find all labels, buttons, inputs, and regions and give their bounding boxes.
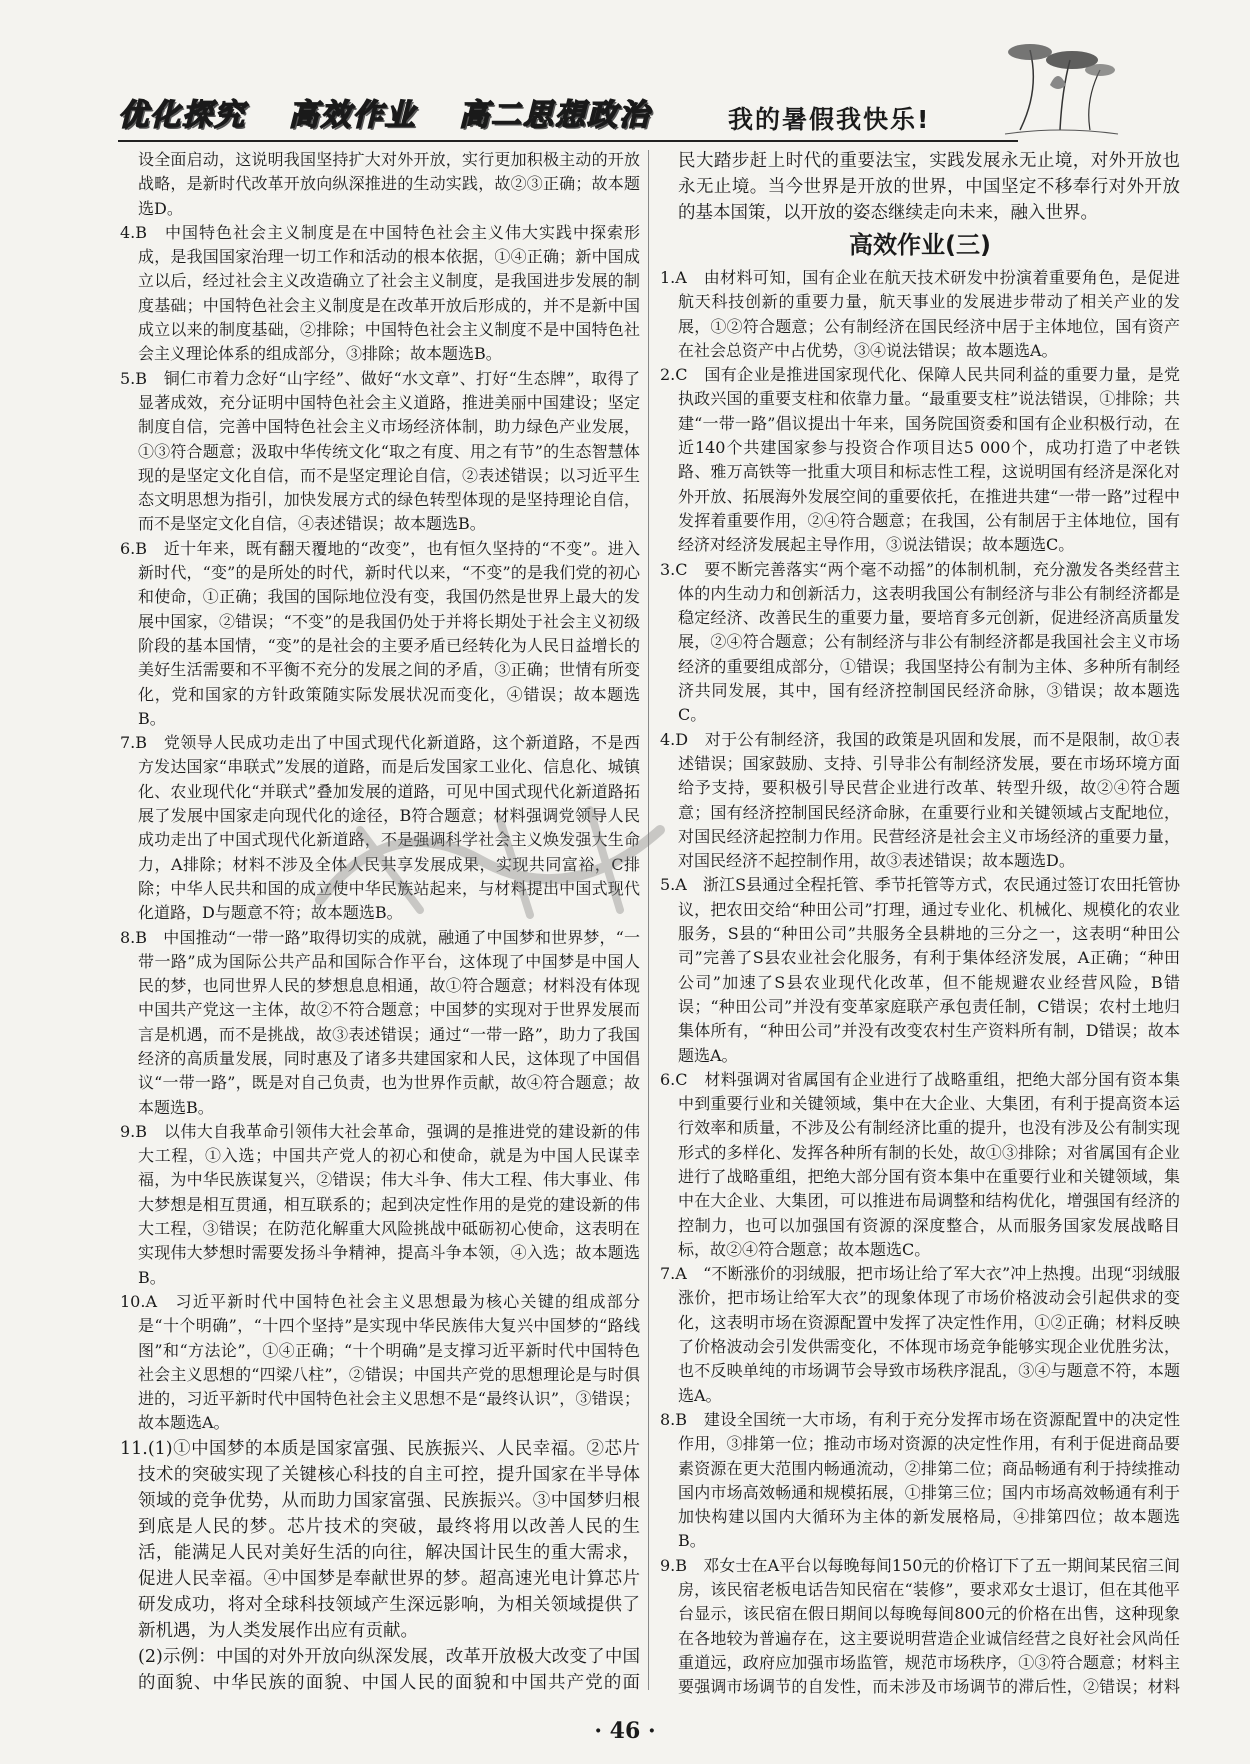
page-header — [118, 86, 1148, 134]
header-slogan: 我的暑假我快乐! — [728, 105, 931, 134]
answer-item: 5.A 浙江S县通过全程托管、季节托管等方式，农民通过签订农田托管协议，把农田交给“种田公司”打理，通过专业化、机械化、规模化的农业服务，S县的“种田公司”共服务全县耕地的三分之一，这表明“种田公司”完善了S县农业社会化服务，有利于集体经济发展，A正确；“种田公司”加速了S县农业现代化改革，但不能规避农业经营风险，B错误；“种田公司”并没有变革家庭联产承包责任制，C错误；农村土地归集体所有，“种田公司”并没有改变农村生产资料所有制，D错误；故本题选A。 — [660, 875, 1180, 1065]
answer-item: 1.A 由材料可知，国有企业在航天技术研发中扮演着重要角色，是促进航天科技创新的重要力量，航天事业的发展进步带动了相关产业的发展，①②符合题意；公有制经济在国民经济中居于主体地位，国有资产在社会总资产中占优势，③④说法错误；故本题选A。 — [660, 268, 1180, 360]
answer-item: 8.B 建设全国统一大市场，有利于充分发挥市场在资源配置中的决定性作用，③排第一位；推动市场对资源的决定性作用，有利于促进商品要素资源在更大范围内畅通流动，②排第二位；商品畅通有利于持续推动国内市场高效畅通和规模拓展，①排第三位；国内市场高效畅通有利于加快构建以国内大循环为主体的新发展格局，④排第四位；故本题选B。 — [660, 1409, 1180, 1551]
answer-item: 7.A “不断涨价的羽绒服，把市场让给了军大衣”冲上热搜。出现“羽绒服涨价，把市场让给军大衣”的现象体现了市场价格波动会引起供求的变化，这表明市场在资源配置中发挥了决定性作用，①②正确；材料反映了价格波动会引发供需变化，不体现市场竞争能够实现企业优胜劣汰，也不反映单纯的市场调节会导致市场秩序混乱，③④与题意不符，本题选A。 — [660, 1264, 1180, 1405]
right-continuation: 民大踏步赶上时代的重要法宝，实践发展永无止境，对外开放也永无止境。当今世界是开放的世界，中国坚定不移奉行对外开放的基本国策，以开放的姿态继续走向未来，融入世界。 — [678, 151, 1180, 223]
page-number: · 46 · — [594, 1718, 656, 1744]
header-title-3: 高二思想政治 — [458, 98, 651, 133]
section-title: 高效作业(三) — [849, 231, 991, 259]
answer-item-11 — [120, 1436, 640, 1698]
header-divider — [118, 140, 1018, 142]
answer-item: 6.B 近十年来，既有翻天覆地的“改变”，也有恒久坚持的“不变”。进入新时代，“变”的是所处的时代，新时代以来，“不变”的是我们党的初心和使命，①正确；我国的国际地位没有变，我国仍然是世界上最大的发展中国家，②错误；“不变”的是我国仍处于并将长期处于社会主义初级阶段的基本国情，“变”的是社会的主要矛盾已经转化为人民日益增长的美好生活需要和不平衡不充分的发展之间的矛盾，③正确；世情有所变化，党和国家的方针政策随实际发展状况而变化，④错误；故本题选B。 — [120, 538, 640, 728]
answer-item: 10.A 习近平新时代中国特色社会主义思想最为核心关键的组成部分是“十个明确”，“十四个坚持”是实现中华民族伟大复兴中国梦的“路线图”和“方法论”，①④正确；“十个明确”是支撑习近平新时代中国特色社会主义思想的“四梁八柱”，②错误；中国共产党的思想理论是与时俱进的，习近平新时代中国特色社会主义思想不是“最终认识”，③错误；故本题选A。 — [120, 1291, 640, 1433]
answer-item: 8.B 中国推动“一带一路”取得切实的成就，融通了中国梦和世界梦，“一带一路”成为国际公共产品和国际合作平台，这体现了中国梦是中国人民的梦，也同世界人民的梦想息息相通，故①符合题意；材料没有体现中国共产党这一主体，故②不符合题意；中国梦的实现对于世界发展而言是机遇，而不是挑战，故③表述错误；通过“一带一路”，助力了我国经济的高质量发展，同时惠及了诸多共建国家和人民，这体现了中国倡议“一带一路”，既是对自己负责，也为世界作贡献，故④符合题意；故本题选B。 — [120, 927, 640, 1117]
header-title-2: 高效作业 — [288, 98, 417, 133]
left-column — [120, 148, 640, 1698]
answer-item: 9.B 以伟大自我革命引领伟大社会革命，强调的是推进党的建设新的伟大工程，①入选；中国共产党人的初心和使命，就是为中国人民谋幸福，为中华民族谋复兴，②错误；伟大斗争、伟大工程、伟大事业、伟大梦想是相互贯通，相互联系的；起到决定性作用的是党的建设新的伟大工程，③错误；在防范化解重大风险挑战中砥砺初心使命，这表明在实现伟大梦想时需要发扬斗争精神，提高斗争本领，④入选；故本题选B。 — [120, 1121, 640, 1287]
answer-11-part1: 11.(1)①中国梦的本质是国家富强、民族振兴、人民幸福。②芯片技术的突破实现了关键核心科技的自主可控，提升国家在半导体领域的竞争优势，从而助力国家富强、民族振兴。③中国梦归根到底是人民的梦。芯片技术的突破，最终将用以改善人民的生活，能满足人民对美好生活的向往，解决国计民生的重大需求，促进人民幸福。④中国梦是奉献世界的梦。超高速光电计算芯片研发成功，将对全球科技领域产生深远影响，为相关领域提供了新机遇，为人类发展作出应有贡献。 — [120, 1438, 640, 1641]
answer-item: 3.C 要不断完善落实“两个毫不动摇”的体制机制，充分激发各类经营主体的内生动力和创新活力，这表明我国公有制经济与非公有制经济都是稳定经济、改善民生的重要力量，要培育多元创新，促进经济高质量发展，②④符合题意；公有制经济与非公有制经济都是我国社会主义市场经济的重要组成部分，①错误；我国坚持公有制为主体、多种所有制经济共同发展，其中，国有经济控制国民经济命脉，③错误；故本题选C。 — [660, 559, 1180, 725]
answer-item: 9.B 邓女士在A平台以每晚每间150元的价格订下了五一期间某民宿三间房，该民宿老板电话告知民宿在“装修”，要求邓女士退订，但在其他平台显示，该民宿在假日期间以每晚每间800元的价格在出售，这种现象在各地较为普遍存在，这主要说明营造企业诚信经营之良好社会风尚任重道远，政府应加强市场监管，规范市场秩序，①③符合题意；材料主要强调市场调节的自发性，而未涉及市场调节的滞后性，②错误；材料 — [660, 1555, 1180, 1697]
lotus-illustration-icon — [1000, 30, 1120, 140]
header-title-1: 优化探究 — [118, 98, 246, 133]
column-divider — [648, 150, 649, 1690]
answer-item: 7.B 党领导人民成功走出了中国式现代化新道路，这个新道路，不是西方发达国家“串联式”发展的道路，而是后发国家工业化、信息化、城镇化、农业现代化“并联式”叠加发展的道路，可见中国式现代化新道路拓展了发展中国家走向现代化的途径，B符合题意；材料强调党领导人民成功走出了中国式现代化新道路，不是强调科学社会主义焕发强大生命力，A排除；材料不涉及全体人民共享发展成果，实现共同富裕，C排除；中华人民共和国的成立使中华民族站起来，与材料提出中国式现代化道路，D与题意不符；故本题选B。 — [120, 733, 640, 923]
answer-item: 6.C 材料强调对省属国有企业进行了战略重组，把绝大部分国有资本集中到重要行业和关键领域，集中在大企业、大集团，有利于提高资本运行效率和质量，不涉及公有制经济比重的提升，也没有涉及公有制实现形式的多样化、发挥各种所有制的长处，故①③排除；对省属国有企业进行了战略重组，把绝大部分国有资本集中在重要行业和关键领域，集中在大企业、大集团，可以推进布局调整和结构优化，增强国有经济的控制力，也可以加强国有资源的深度整合，从而服务国家发展战略目标，故②④符合题意；故本题选C。 — [660, 1069, 1180, 1259]
answer-item: 2.C 国有企业是推进国家现代化、保障人民共同利益的重要力量，是党执政兴国的重要支柱和依靠力量。“最重要支柱”说法错误，①排除；共建“一带一路”倡议提出十年来，国务院国资委和国有企业积极行动，在近140个共建国家参与投资合作项目达5 000个，成功打造了中老铁路、雅万高铁等一批重大项目和标志性工程，这说明国有经济是深化对外开放、拓展海外发展空间的重要依托，在推进共建“一带一路”过程中发挥着重要作用，②④符合题意；在我国，公有制居于主体地位，国有经济对经济发展起主导作用，③说法错误；故本题选C。 — [660, 365, 1180, 555]
header-titles — [118, 90, 681, 134]
left-continuation: 设全面启动，这说明我国坚持扩大对外开放，实行更加积极主动的开放战略，是新时代改革开放向纵深推进的生动实践，故②③正确；故本题选D。 — [138, 150, 640, 218]
answer-11-part2: (2)示例：中国的对外开放向纵深发展，改革开放极大改变了中国的面貌、中华民族的面貌、中国人民的面貌和中国共产党的面 — [138, 1646, 640, 1693]
answer-item: 4.D 对于公有制经济，我国的政策是巩固和发展，而不是限制，故①表述错误；国家鼓励、支持、引导非公有制经济发展，要在市场环境方面给予支持，要积极引导民营企业进行改革、转型升级，故②④符合题意；国有经济控制国民经济命脉，在重要行业和关键领域占支配地位，对国民经济起控制力作用。民营经济是社会主义市场经济的重要力量，对国民经济不起控制作用，故③表述错误；故本题选D。 — [660, 729, 1180, 871]
right-column — [660, 148, 1180, 1698]
answer-item: 5.B 铜仁市着力念好“山字经”、做好“水文章”、打好“生态牌”，取得了显著成效，充分证明中国特色社会主义道路，推进美丽中国建设；坚定制度自信，完善中国特色社会主义市场经济体制，助力绿色产业发展，①③符合题意；汲取中华传统文化“取之有度、用之有节”的生态智慧体现的是坚定文化自信，而不是坚定理论自信，②表述错误；以习近平生态文明思想为指引，加快发展方式的绿色转型体现的是坚持理论自信，而不是坚定文化自信，④表述错误；故本题选B。 — [120, 368, 640, 534]
answer-item: 4.B 中国特色社会主义制度是在中国特色社会主义伟大实践中探索形成，是我国国家治理一切工作和活动的根本依据，①④正确；新中国成立以后，经过社会主义改造确立了社会主义制度，是我国进步发展的制度基础；中国特色社会主义制度是在改革开放后形成的，并不是新中国成立以来的制度基础，②排除；中国特色社会主义制度不是中国特色社会主义理论体系的组成部分，③排除；故本题选B。 — [120, 222, 640, 364]
